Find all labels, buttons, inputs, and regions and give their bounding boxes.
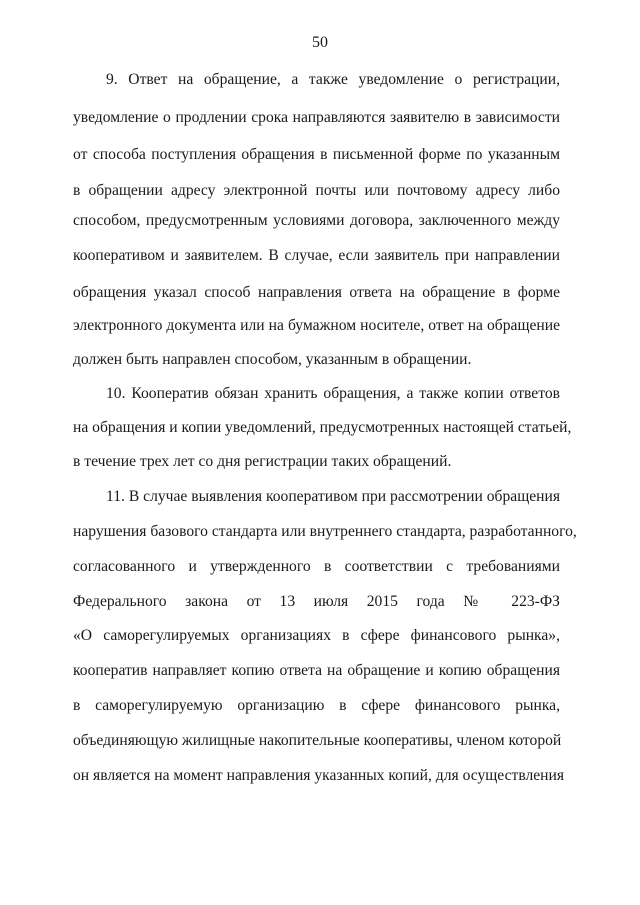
p11-line-1: 11. В случае выявления кооперативом при рассмотрении обращения	[106, 488, 560, 505]
p9-line-1: 9. Ответ на обращение, а также уведомление о регистрации,	[106, 71, 560, 88]
p11-line-5: «О саморегулируемых организациях в сфере финансового рынка»,	[73, 627, 560, 644]
p9-line-8: электронного документа или на бумажном носителе, ответ на обращение	[73, 317, 560, 334]
p11-line-3: согласованного и утвержденного в соответствии с требованиями	[73, 558, 560, 575]
p11-line-6: кооператив направляет копию ответа на обращение и копию обращения	[73, 662, 560, 679]
p11-line-4: Федерального закона от 13 июля 2015 года № 223-ФЗ	[73, 593, 560, 610]
p9-line-9: должен быть направлен способом, указанным в обращении.	[73, 351, 472, 368]
p9-line-5: способом, предусмотренным условиями договора, заключенного между	[73, 212, 560, 229]
p11-line-8: объединяющую жилищные накопительные кооперативы, членом которой	[73, 732, 562, 749]
p11-line-7: в саморегулируемую организацию в сфере финансового рынка,	[73, 697, 560, 714]
p9-line-7: обращения указал способ направления ответа на обращение в форме	[73, 284, 560, 301]
p9-line-4: в обращении адресу электронной почты или почтовому адресу либо	[73, 182, 560, 199]
page-number: 50	[312, 34, 328, 51]
p10-line-2: на обращения и копии уведомлений, предусмотренных настоящей статьей,	[73, 419, 572, 436]
p11-line-2: нарушения базового стандарта или внутреннего стандарта, разработанного,	[73, 523, 577, 540]
p9-line-6: кооперативом и заявителем. В случае, если заявитель при направлении	[73, 247, 560, 264]
p10-line-3: в течение трех лет со дня регистрации таких обращений.	[73, 453, 452, 470]
p11-line-9: он является на момент направления указанных копий, для осуществления	[73, 767, 565, 784]
p9-line-3: от способа поступления обращения в письменной форме по указанным	[73, 146, 560, 163]
p9-line-2: уведомление о продлении срока направляются заявителю в зависимости	[73, 109, 560, 126]
p10-line-1: 10. Кооператив обязан хранить обращения, а также копии ответов	[106, 385, 560, 402]
